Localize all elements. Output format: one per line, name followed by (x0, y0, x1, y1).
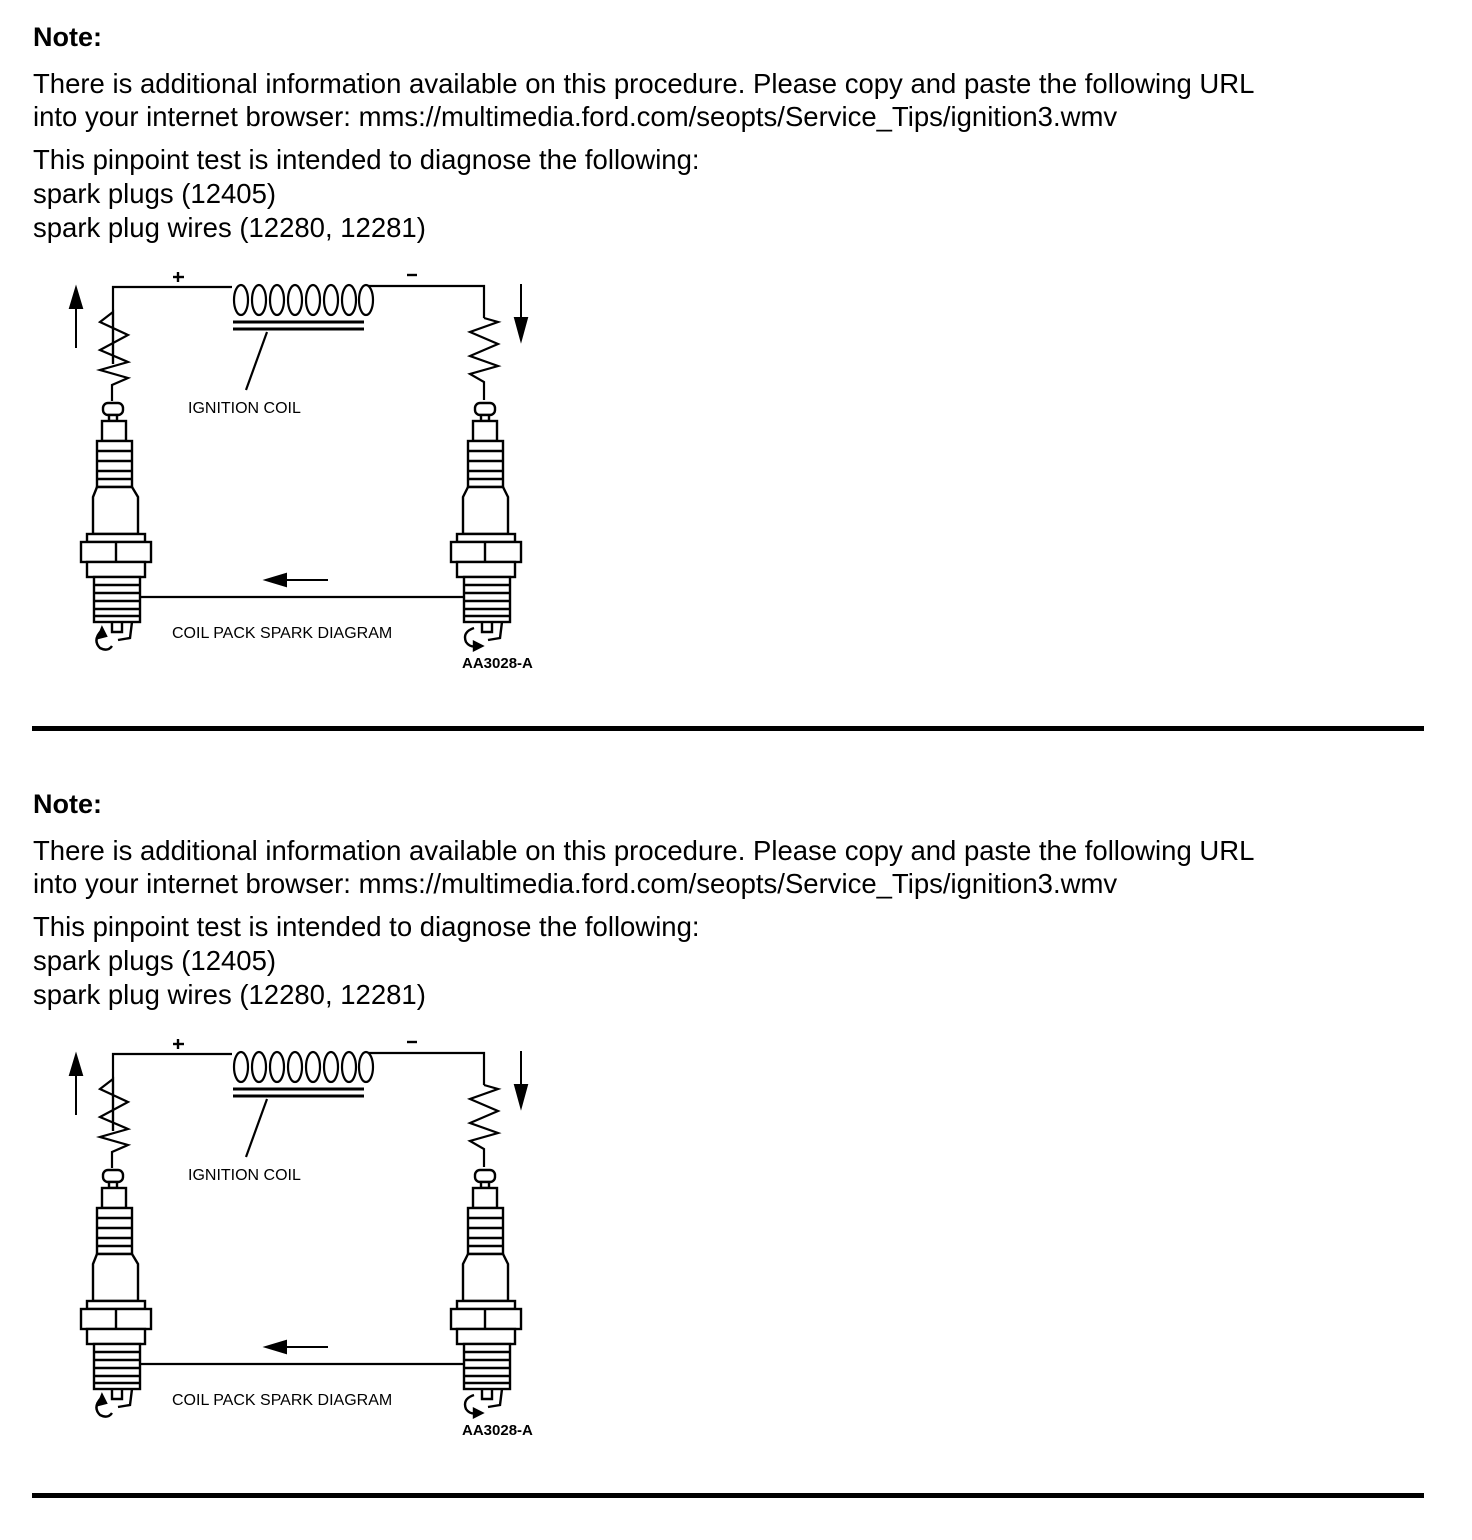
diagram-caption: COIL PACK SPARK DIAGRAM (172, 1392, 393, 1409)
coil-winding-icon (234, 285, 373, 315)
intro-text: This pinpoint test is intended to diagnose the following: (33, 911, 700, 942)
spark-plug-right-icon (451, 403, 521, 650)
info-paragraph (33, 67, 1254, 133)
note-block-1 (0, 0, 1472, 767)
coil-pack-spark-diagram (60, 260, 560, 680)
coil-winding-icon (234, 1052, 373, 1082)
spark-plug-left-icon (81, 1170, 151, 1417)
arrow-up-icon (70, 288, 82, 348)
section-divider (32, 726, 1424, 731)
intro-text: This pinpoint test is intended to diagnose the following: (33, 144, 700, 175)
note-label: Note: (33, 22, 102, 52)
section-divider (32, 1493, 1424, 1498)
info-line-2-url: into your internet browser: mms://multimedia.ford.com/seopts/Service_Tips/ignition3.wmv (33, 101, 1118, 132)
note-block-2 (0, 767, 1472, 1534)
note-label: Note: (33, 789, 102, 819)
component-item-spark-plugs: spark plugs (12405) (33, 178, 277, 209)
wire-top-left (113, 1054, 232, 1131)
figure-id: AA3028-A (462, 1422, 533, 1439)
coil-pack-spark-diagram (60, 1027, 560, 1447)
info-paragraph (33, 834, 1254, 900)
wire-top-right (368, 1053, 484, 1085)
info-line-1: There is additional information available on this procedure. Please copy and paste the following URL (33, 68, 1255, 99)
resistor-right-icon (470, 318, 498, 400)
spark-plug-right-icon (451, 1170, 521, 1417)
arrow-left-icon (266, 574, 328, 586)
arrow-down-icon (515, 284, 527, 340)
figure-id: AA3028-A (462, 655, 533, 672)
arrow-down-icon (515, 1051, 527, 1107)
arrow-left-icon (266, 1341, 328, 1353)
info-line-1: There is additional information available on this procedure. Please copy and paste the following URL (33, 835, 1255, 866)
ignition-coil-label: IGNITION COIL (188, 400, 301, 417)
component-item-spark-plugs: spark plugs (12405) (33, 945, 277, 976)
component-item-spark-plug-wires: spark plug wires (12280, 12281) (33, 212, 426, 243)
arrow-up-icon (70, 1055, 82, 1115)
wire-top-left (113, 287, 232, 364)
spark-plug-left-icon (81, 403, 151, 650)
resistor-left-icon (100, 1079, 128, 1168)
ignition-coil-label: IGNITION COIL (188, 1167, 301, 1184)
resistor-right-icon (470, 1085, 498, 1167)
wire-top-right (368, 286, 484, 318)
resistor-left-icon (100, 312, 128, 401)
info-line-2-url: into your internet browser: mms://multimedia.ford.com/seopts/Service_Tips/ignition3.wmv (33, 868, 1118, 899)
diagram-caption: COIL PACK SPARK DIAGRAM (172, 625, 393, 642)
component-item-spark-plug-wires: spark plug wires (12280, 12281) (33, 979, 426, 1010)
